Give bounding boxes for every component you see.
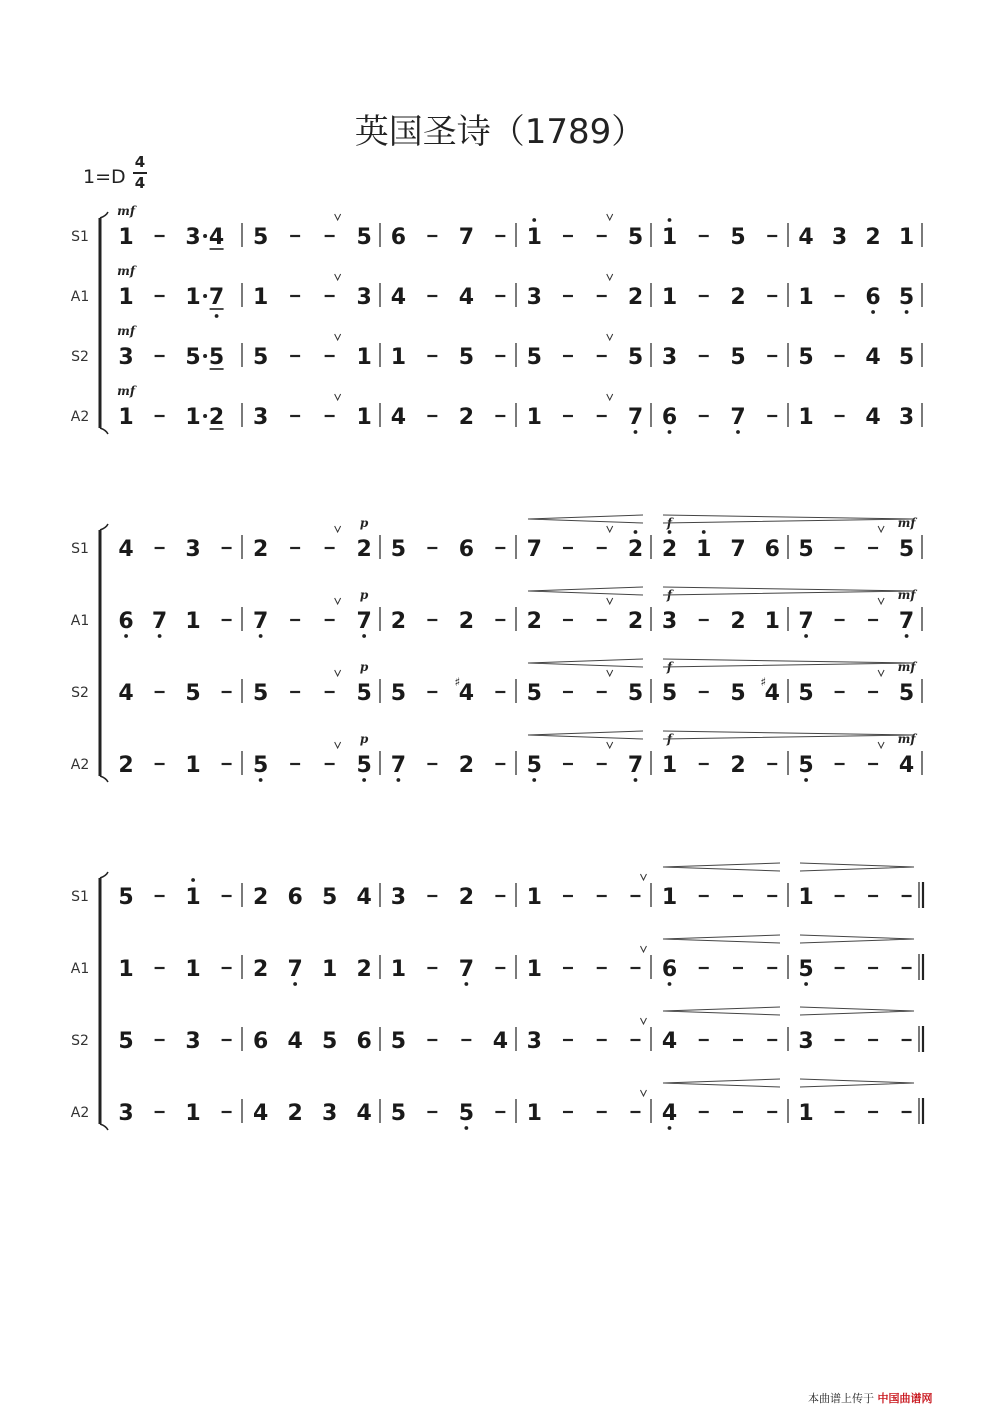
note-digit: 1	[526, 225, 542, 250]
note-digit: 3	[118, 1101, 134, 1126]
note-digit: 5	[118, 1029, 134, 1054]
octave-dot-below	[259, 634, 263, 638]
note-digit: 1	[661, 225, 678, 250]
breath-mark	[607, 598, 613, 604]
note-digit: 1	[185, 885, 201, 910]
note-digit: 1	[185, 753, 201, 778]
octave-dot-above	[668, 530, 672, 534]
note-digit: 4	[798, 225, 814, 250]
note-digit: 4	[287, 1029, 303, 1054]
augmentation-dot	[203, 294, 207, 298]
breath-mark	[640, 946, 646, 952]
note-digit: 2	[356, 957, 372, 982]
breath-mark	[607, 274, 613, 280]
note-digit: 5	[898, 681, 915, 706]
note-digit: 2	[730, 609, 746, 634]
breath-mark	[335, 334, 341, 340]
note-digit: 5	[627, 681, 644, 706]
note-digit: 5	[390, 1101, 407, 1126]
octave-dot-below	[464, 1126, 468, 1130]
note-digit: 6	[764, 537, 780, 562]
part-label: S1	[71, 889, 89, 905]
octave-dot-below	[736, 430, 740, 434]
octave-dot-below	[871, 310, 875, 314]
breath-mark	[335, 274, 341, 280]
part-label: A1	[70, 961, 90, 977]
diminuendo-hairpin	[800, 863, 914, 871]
octave-dot-below	[532, 778, 536, 782]
note-digit: 7	[730, 405, 746, 430]
note-digit: 5	[356, 753, 372, 778]
note-digit: 3	[185, 1029, 201, 1054]
crescendo-hairpin	[528, 515, 643, 523]
crescendo-hairpin	[663, 863, 780, 871]
note-digit: 5	[118, 885, 134, 910]
note-digit: 3	[526, 285, 542, 310]
part-label: S1	[71, 541, 89, 557]
note-digit: 2	[661, 537, 678, 562]
note-digit: 1	[185, 609, 201, 634]
breath-mark	[878, 742, 884, 748]
note-digit: 1	[696, 537, 712, 562]
note-digit: 1	[118, 405, 134, 430]
note-digit: 2	[356, 537, 372, 562]
breath-mark	[335, 670, 341, 676]
note-digit: 4	[208, 225, 225, 250]
note-digit: 5	[252, 345, 269, 370]
note-digit: 3	[185, 225, 201, 250]
diminuendo-hairpin	[663, 587, 914, 595]
note-digit: 7	[151, 609, 168, 634]
note-digit: 4	[118, 537, 134, 562]
note-digit: 1	[390, 957, 407, 982]
note-digit: 6	[390, 225, 407, 250]
augmentation-dot	[203, 414, 207, 418]
note-digit: 5	[321, 1029, 338, 1054]
diminuendo-hairpin	[800, 1007, 914, 1015]
note-digit: 2	[458, 753, 475, 778]
note-digit: 7	[898, 609, 915, 634]
octave-dot-below	[362, 634, 366, 638]
note-digit: 1	[185, 285, 201, 310]
time-signature-bottom: 4	[134, 174, 146, 192]
note-digit: 6	[118, 609, 134, 634]
octave-dot-below	[293, 982, 297, 986]
note-digit: 5	[730, 225, 746, 250]
footer-text: 本曲谱上传于	[808, 1392, 874, 1405]
note-digit: 6	[661, 957, 678, 982]
note-digit: 4	[458, 285, 475, 310]
note-digit: 5	[252, 681, 269, 706]
octave-dot-below	[804, 634, 808, 638]
note-digit: 6	[356, 1029, 372, 1054]
note-digit: 6	[252, 1029, 269, 1054]
dynamic-marking: p	[359, 588, 369, 602]
note-digit: 4	[898, 753, 915, 778]
diminuendo-hairpin	[800, 935, 914, 943]
note-digit: 2	[252, 957, 269, 982]
note-digit: 7	[458, 225, 475, 250]
footer-logo: 中国曲谱网	[877, 1392, 933, 1405]
note-digit: 1	[898, 225, 915, 250]
diminuendo-hairpin	[800, 1079, 914, 1087]
note-digit: 4	[390, 405, 407, 430]
note-digit: 2	[730, 753, 746, 778]
note-digit: 3	[526, 1029, 542, 1054]
crescendo-hairpin	[663, 1079, 780, 1087]
part-label: A1	[70, 613, 90, 629]
note-digit: 6	[287, 885, 303, 910]
dynamic-marking: p	[359, 732, 369, 746]
diminuendo-hairpin	[663, 659, 914, 667]
note-digit: 7	[627, 405, 644, 430]
note-digit: 5	[321, 885, 338, 910]
note-digit: 1	[661, 753, 678, 778]
note-digit: 5	[798, 957, 814, 982]
note-digit: 1	[764, 609, 780, 634]
octave-dot-below	[396, 778, 400, 782]
note-digit: 4	[764, 681, 780, 706]
note-digit: 5	[390, 537, 407, 562]
note-digit: 5	[252, 753, 269, 778]
note-digit: 7	[458, 957, 475, 982]
note-digit: 1	[356, 405, 372, 430]
part-label: A2	[70, 409, 90, 425]
time-signature-top: 4	[134, 153, 146, 171]
note-digit: 5	[730, 345, 746, 370]
note-digit: 3	[831, 225, 848, 250]
note-digit: 5	[798, 345, 814, 370]
note-digit: 5	[730, 681, 746, 706]
diminuendo-hairpin	[663, 731, 914, 739]
octave-dot-below	[464, 982, 468, 986]
breath-mark	[607, 742, 613, 748]
dynamic-marking: f	[666, 588, 673, 602]
breath-mark	[335, 214, 341, 220]
note-digit: 3	[661, 345, 678, 370]
crescendo-hairpin	[663, 935, 780, 943]
dynamic-marking: f	[666, 732, 673, 746]
note-digit: 7	[798, 609, 814, 634]
breath-mark	[878, 598, 884, 604]
dynamic-marking: mf	[897, 660, 916, 674]
note-digit: 2	[208, 405, 225, 430]
breath-mark	[607, 394, 613, 400]
note-digit: 5	[661, 681, 678, 706]
note-digit: 1	[526, 1101, 542, 1126]
diminuendo-hairpin	[663, 515, 914, 523]
dynamic-marking: mf	[897, 732, 916, 746]
breath-mark	[878, 526, 884, 532]
note-digit: 6	[458, 537, 475, 562]
note-digit: 1	[661, 285, 678, 310]
note-digit: 2	[526, 609, 542, 634]
note-digit: 3	[898, 405, 915, 430]
note-digit: 2	[390, 609, 407, 634]
breath-mark	[335, 742, 341, 748]
note-digit: 6	[865, 285, 881, 310]
note-digit: 1	[356, 345, 372, 370]
note-digit: 4	[356, 885, 372, 910]
sharp-sign: ♯	[454, 675, 461, 689]
note-digit: 5	[526, 753, 542, 778]
octave-dot-above	[634, 530, 638, 534]
note-digit: 5	[252, 225, 269, 250]
note-digit: 7	[627, 753, 644, 778]
note-digit: 7	[356, 609, 372, 634]
dynamic-marking: f	[666, 516, 673, 530]
breath-mark	[878, 670, 884, 676]
note-digit: 7	[287, 957, 303, 982]
breath-mark	[335, 598, 341, 604]
octave-dot-below	[215, 314, 219, 318]
crescendo-hairpin	[528, 731, 643, 739]
note-digit: 5	[458, 345, 475, 370]
breath-mark	[640, 1090, 646, 1096]
note-digit: 1	[185, 405, 201, 430]
octave-dot-above	[191, 878, 195, 882]
note-digit: 3	[118, 345, 134, 370]
note-digit: 3	[390, 885, 407, 910]
crescendo-hairpin	[528, 587, 643, 595]
note-digit: 5	[798, 681, 814, 706]
note-digit: 1	[321, 957, 338, 982]
note-digit: 3	[356, 285, 372, 310]
part-label: S2	[71, 349, 89, 365]
note-digit: 5	[798, 753, 814, 778]
octave-dot-below	[804, 982, 808, 986]
note-digit: 5	[898, 537, 915, 562]
note-digit: 2	[458, 885, 475, 910]
note-digit: 3	[798, 1029, 814, 1054]
note-digit: 5	[898, 285, 915, 310]
part-label: S2	[71, 1033, 89, 1049]
octave-dot-below	[804, 778, 808, 782]
breath-mark	[335, 394, 341, 400]
breath-mark	[607, 214, 613, 220]
note-digit: 7	[208, 285, 225, 310]
note-digit: 4	[661, 1029, 678, 1054]
breath-mark	[640, 874, 646, 880]
note-digit: 5	[390, 681, 407, 706]
note-digit: 1	[185, 957, 201, 982]
note-digit: 4	[492, 1029, 509, 1054]
score-title: 英国圣诗（1789）	[354, 112, 646, 152]
key-signature: 1=D	[83, 166, 126, 188]
octave-dot-below	[259, 778, 263, 782]
note-digit: 5	[185, 681, 201, 706]
note-digit: 7	[730, 537, 746, 562]
note-digit: 5	[627, 345, 644, 370]
breath-mark	[607, 334, 613, 340]
note-digit: 5	[208, 345, 225, 370]
note-digit: 1	[798, 1101, 814, 1126]
note-digit: 7	[526, 537, 542, 562]
footer	[808, 1390, 933, 1406]
octave-dot-below	[634, 430, 638, 434]
note-digit: 1	[390, 345, 407, 370]
note-digit: 1	[661, 885, 678, 910]
dynamic-marking: mf	[897, 516, 916, 530]
dynamic-marking: p	[359, 660, 369, 674]
dynamic-marking: f	[666, 660, 673, 674]
note-digit: 1	[526, 957, 542, 982]
augmentation-dot	[203, 234, 207, 238]
note-digit: 2	[458, 405, 475, 430]
note-digit: 5	[627, 225, 644, 250]
note-digit: 4	[356, 1101, 372, 1126]
octave-dot-below	[158, 634, 162, 638]
note-digit: 5	[185, 345, 201, 370]
sharp-sign: ♯	[760, 675, 767, 689]
note-digit: 3	[185, 537, 201, 562]
octave-dot-above	[702, 530, 706, 534]
note-digit: 7	[252, 609, 269, 634]
dynamic-marking: mf	[117, 384, 136, 398]
octave-dot-below	[124, 634, 128, 638]
dynamic-marking: p	[359, 516, 369, 530]
note-digit: 1	[118, 225, 134, 250]
note-digit: 5	[898, 345, 915, 370]
note-digit: 2	[252, 885, 269, 910]
note-digit: 5	[798, 537, 814, 562]
octave-dot-above	[668, 218, 672, 222]
note-digit: 5	[356, 225, 372, 250]
part-label: S1	[71, 229, 89, 245]
augmentation-dot	[203, 354, 207, 358]
octave-dot-below	[905, 634, 909, 638]
note-digit: 5	[356, 681, 372, 706]
octave-dot-below	[362, 778, 366, 782]
note-digit: 2	[627, 537, 644, 562]
note-digit: 4	[252, 1101, 269, 1126]
breath-mark	[640, 1018, 646, 1024]
note-digit: 2	[458, 609, 475, 634]
note-digit: 2	[865, 225, 881, 250]
crescendo-hairpin	[663, 1007, 780, 1015]
note-digit: 4	[661, 1101, 678, 1126]
note-digit: 4	[865, 345, 881, 370]
note-digit: 2	[252, 537, 269, 562]
note-digit: 1	[798, 885, 814, 910]
dynamic-marking: mf	[117, 264, 136, 278]
note-digit: 5	[526, 345, 542, 370]
note-digit: 3	[252, 405, 269, 430]
note-digit: 4	[390, 285, 407, 310]
note-digit: 1	[118, 285, 134, 310]
note-digit: 4	[458, 681, 475, 706]
note-digit: 2	[627, 609, 644, 634]
part-label: A1	[70, 289, 90, 305]
octave-dot-below	[905, 310, 909, 314]
note-digit: 7	[390, 753, 407, 778]
note-digit: 2	[730, 285, 746, 310]
octave-dot-above	[532, 218, 536, 222]
part-label: A2	[70, 757, 90, 773]
dynamic-marking: mf	[117, 324, 136, 338]
note-digit: 2	[118, 753, 134, 778]
note-digit: 4	[865, 405, 881, 430]
octave-dot-below	[668, 1126, 672, 1130]
octave-dot-below	[668, 982, 672, 986]
octave-dot-below	[668, 430, 672, 434]
note-digit: 3	[661, 609, 678, 634]
note-digit: 6	[661, 405, 678, 430]
note-digit: 4	[118, 681, 134, 706]
breath-mark	[335, 526, 341, 532]
breath-mark	[607, 526, 613, 532]
note-digit: 3	[321, 1101, 338, 1126]
note-digit: 5	[458, 1101, 475, 1126]
note-digit: 1	[252, 285, 269, 310]
note-digit: 2	[287, 1101, 303, 1126]
note-digit: 1	[798, 405, 814, 430]
note-digit: 5	[390, 1029, 407, 1054]
part-label: S2	[71, 685, 89, 701]
dynamic-marking: mf	[117, 204, 136, 218]
note-digit: 1	[798, 285, 814, 310]
note-digit: 1	[185, 1101, 201, 1126]
note-digit: 2	[627, 285, 644, 310]
note-digit: 1	[526, 885, 542, 910]
breath-mark	[607, 670, 613, 676]
note-digit: 1	[118, 957, 134, 982]
dynamic-marking: mf	[897, 588, 916, 602]
note-digit: 1	[526, 405, 542, 430]
octave-dot-below	[634, 778, 638, 782]
part-label: A2	[70, 1105, 90, 1121]
crescendo-hairpin	[528, 659, 643, 667]
note-digit: 5	[526, 681, 542, 706]
